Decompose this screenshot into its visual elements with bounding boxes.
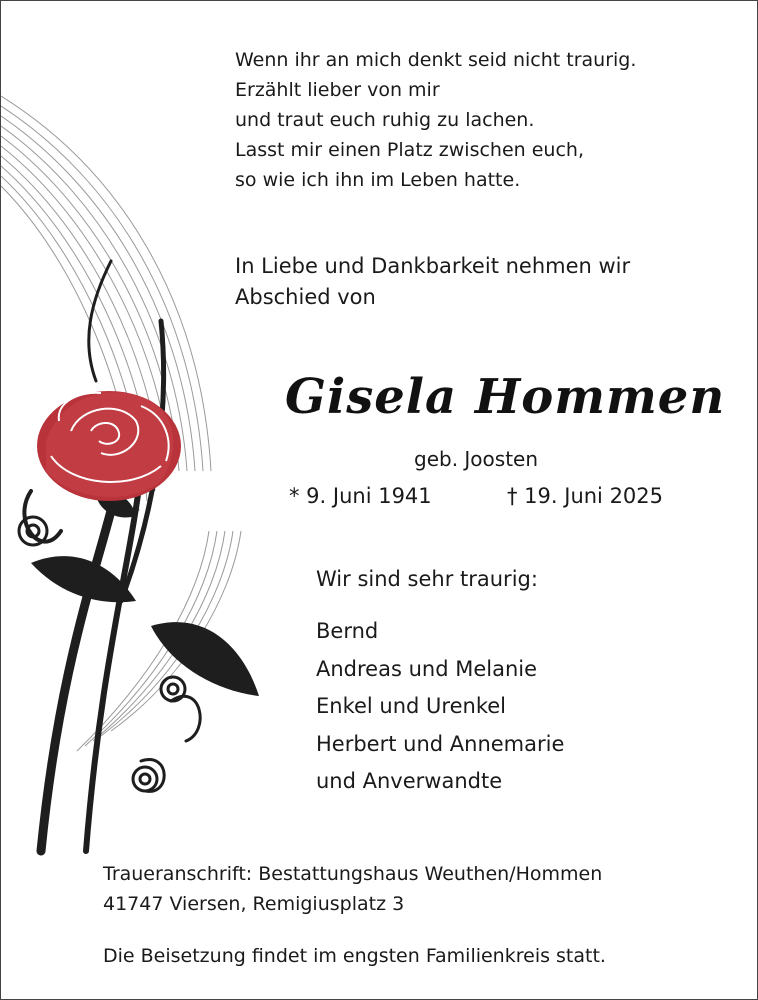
poem-text: Wenn ihr an mich denkt seid nicht traurig. Erzählt lieber von mir und traut euch ruhig zu lachen. Lasst mir einen Platz zwischen euch, so wie ich ihn im Leben hatte.: [235, 49, 637, 191]
death-date: † 19. Juni 2025: [507, 484, 664, 508]
mourner-item: Bernd: [316, 619, 379, 643]
life-dates: [289, 484, 664, 508]
mourner-item: und Anverwandte: [316, 769, 503, 793]
birth-name: geb. Joosten: [414, 447, 539, 471]
mourning-address: Traueranschrift: Bestattungshaus Weuthen/Hommen 41747 Viersen, Remigiusplatz 3: [103, 863, 603, 915]
mourner-item: Enkel und Urenkel: [316, 694, 506, 718]
rose-bloom: [37, 391, 181, 501]
farewell-intro: In Liebe und Dankbarkeit nehmen wir Abschied von: [235, 254, 631, 309]
burial-note: Die Beisetzung findet im engsten Familienkreis statt.: [103, 945, 606, 967]
mourner-item: Andreas und Melanie: [316, 656, 538, 681]
mourners-heading: Wir sind sehr traurig:: [316, 567, 538, 591]
deceased-name: Gisela Hommen: [285, 369, 726, 425]
mourner-item: Herbert und Annemarie: [316, 731, 565, 756]
birth-date: * 9. Juni 1941: [289, 484, 432, 508]
mourners-list: [316, 613, 564, 801]
